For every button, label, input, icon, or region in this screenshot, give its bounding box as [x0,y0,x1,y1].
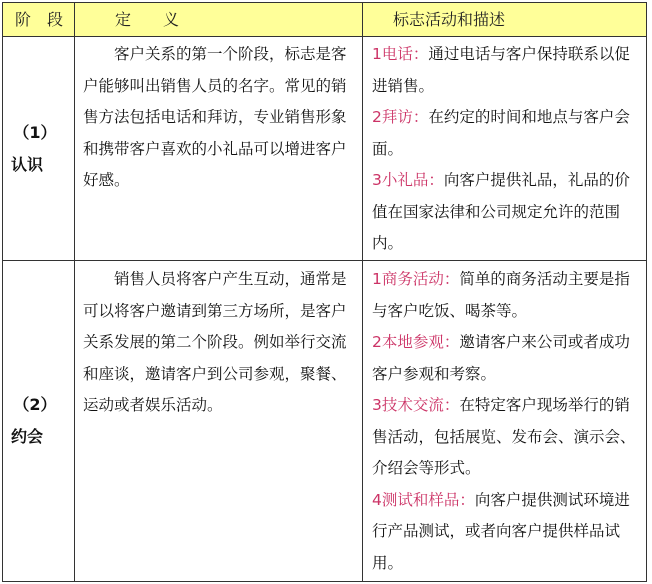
stage-cell [11,389,71,453]
stage-name: 认识 [11,155,44,174]
activity-key: 1商务活动： [372,270,460,288]
activity-item [372,327,644,390]
activity-key: 4测试和样品： [372,490,475,509]
activity-text: 邀请客户来公司或者成功客户参观和考察。 [372,333,630,383]
header-activities: 标志活动和描述 [393,10,506,29]
stage-cell [11,117,71,181]
stage-number: （1） [13,123,57,142]
activity-item [372,165,644,260]
activity-text: 向客户提供测试环境进行产品测试，或者向客户提供样品试用。 [372,490,630,572]
activity-key: 2拜访： [372,108,429,126]
activity-key: 1电话： [372,45,429,63]
header-definition: 定 义 [115,10,180,29]
activity-text: 在特定客户现场举行的销售活动，包括展览、发布会、演示会、介绍会等形式。 [372,396,636,477]
activity-key: 2本地参观： [372,333,460,351]
stage-table [2,2,647,582]
header-stage: 阶 段 [15,10,64,29]
activity-key: 3小礼品： [372,171,444,189]
stage-name: 约会 [11,427,44,446]
activity-key: 3技术交流： [372,396,460,414]
activity-list [372,264,644,579]
table-header [3,3,646,37]
column-divider [362,3,363,581]
activity-text: 简单的商务活动主要是指与客户吃饭、喝茶等。 [372,270,630,320]
activity-item [372,264,644,327]
activity-text: 向客户提供礼品，礼品的价值在国家法律和公司规定允许的范围内。 [372,171,630,252]
column-divider [74,3,75,581]
row-divider [3,260,646,261]
activity-list [372,39,644,260]
activity-item [372,390,644,485]
activity-text: 通过电话与客户保持联系以促进销售。 [372,45,630,95]
activity-item [372,485,644,580]
definition-text: 销售人员将客户产生互动，通常是可以将客户邀请到第三方场所，是客户关系发展的第二个阶段。例如举行交流和座谈，邀请客户到公司参观，聚餐、运动或者娱乐活动。 [83,270,347,414]
stage-number: （2） [13,395,57,414]
activity-text: 在约定的时间和地点与客户会面。 [372,108,630,158]
definition-text: 客户关系的第一个阶段，标志是客户能够叫出销售人员的名字。常见的销售方法包括电话和拜访，专业销售形象和携带客户喜欢的小礼品可以增进客户好感。 [83,45,347,189]
activity-item [372,39,644,102]
activity-item [372,102,644,165]
